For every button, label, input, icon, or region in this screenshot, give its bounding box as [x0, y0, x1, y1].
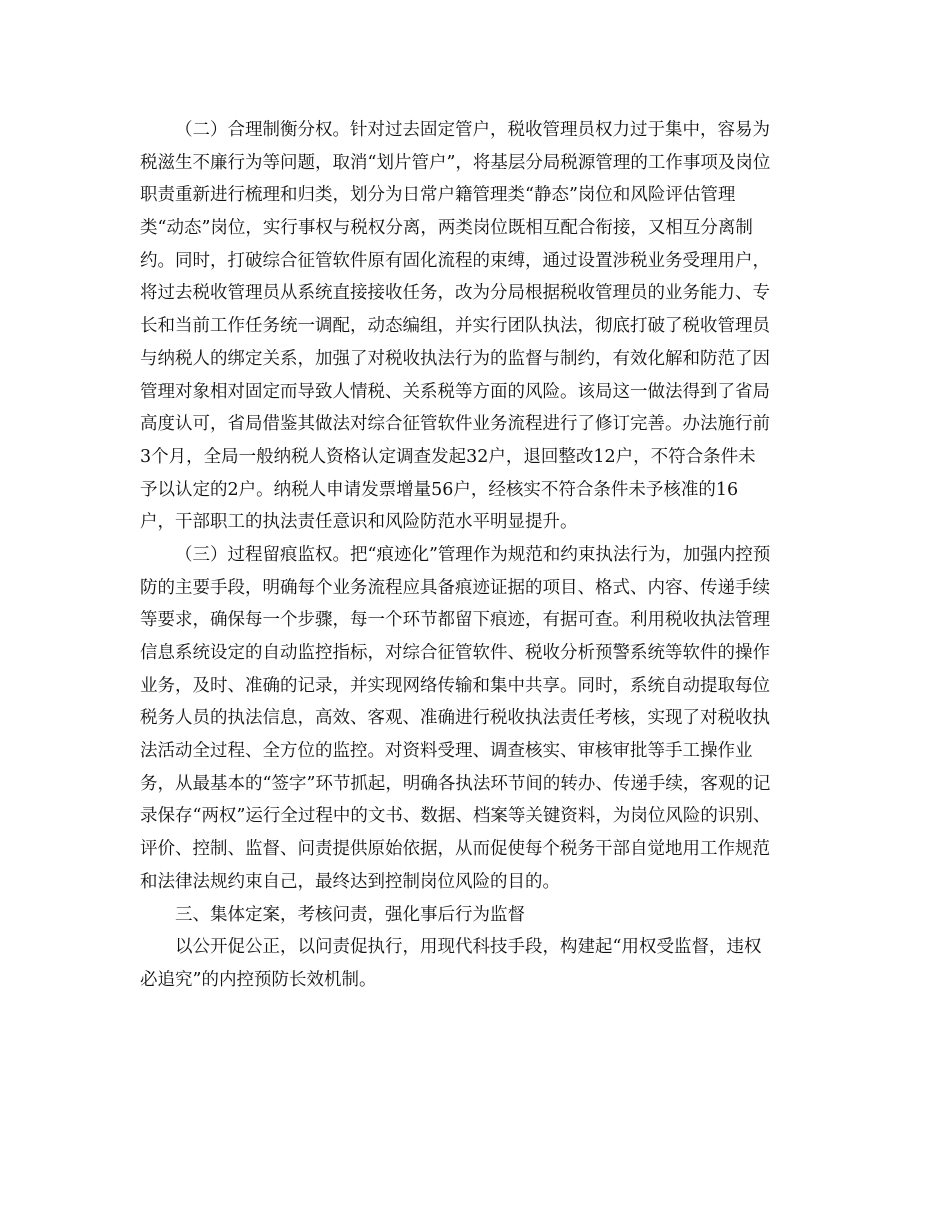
text-line: 予以认定的2户。纳税人申请发票增量56户，经核实不符合条件未予核准的16	[140, 479, 739, 500]
paragraph-reasonable-checks	[140, 114, 812, 539]
text-line: 录保存“两权”运行全过程中的文书、数据、档案等关键资料，为岗位风险的识别、	[140, 806, 771, 827]
text-line: 防的主要手段，明确每个业务流程应具备痕迹证据的项目、格式、内容、传递手续	[140, 577, 770, 598]
text-line: 和法律法规约束自己，最终达到控制岗位风险的目的。	[140, 871, 560, 892]
text-line: 类“动态”岗位，实行事权与税权分离，两类岗位既相互配合衔接，又相互分离制	[140, 218, 753, 239]
text-line: 约。同时，打破综合征管软件原有固化流程的束缚，通过设置涉税业务受理用户，	[140, 250, 770, 271]
text-line: 信息系统设定的自动监控指标，对综合征管软件、税收分析预警系统等软件的操作	[140, 643, 770, 663]
text-line: 评价、控制、监督、问责提供原始依据，从而促使每个税务干部自觉地用工作规范	[140, 839, 770, 860]
document-body	[140, 114, 812, 997]
text-line: 必追究”的内控预防长效机制。	[140, 969, 377, 990]
text-line: 业务，及时、准确的记录，并实现网络传输和集中共享。同时，系统自动提取每位	[140, 675, 770, 696]
text-line: （三）过程留痕监权。把“痕迹化”管理作为规范和约束执法行为，加强内控预	[175, 544, 771, 565]
text-line: 3个月，全局一般纳税人资格认定调查发起32户，退回整改12户，不符合条件未	[140, 446, 756, 467]
text-line: 长和当前工作任务统一调配，动态编组，并实行团队执法，彻底打破了税收管理员	[140, 316, 770, 337]
text-line: 法活动全过程、全方位的监控。对资料受理、调查核实、审核审批等手工操作业	[140, 741, 753, 762]
text-line: 高度认可，省局借鉴其做法对综合征管软件业务流程进行了修订完善。办法施行前	[140, 414, 770, 435]
text-line: 管理对象相对固定而导致人情税、关系税等方面的风险。该局这一做法得到了省局	[140, 381, 770, 402]
paragraph-process-traces	[140, 539, 812, 899]
section-heading	[140, 899, 812, 932]
text-line: 三、集体定案，考核问责，强化事后行为监督	[175, 904, 525, 925]
text-line: 与纳税人的绑定关系，加强了对税收执法行为的监督与制约，有效化解和防范了因	[140, 348, 770, 369]
text-line: 职责重新进行梳理和归类，划分为日常户籍管理类“静态”岗位和风险评估管理	[140, 185, 736, 206]
text-line: 务，从最基本的“签字”环节抓起，明确各执法环节间的转办、传递手续，客观的记	[140, 773, 771, 794]
text-line: 将过去税收管理员从系统直接接收任务，改为分局根据税收管理员的业务能力、专	[140, 283, 770, 304]
text-line: 税滋生不廉行为等问题，取消“划片管户”，将基层分局税源管理的工作事项及岗位	[140, 152, 771, 173]
paragraph-openness	[140, 931, 812, 996]
text-line: 以公开促公正，以问责促执行，用现代科技手段，构建起“用权受监督，违权	[175, 937, 762, 958]
text-line: 户，干部职工的执法责任意识和风险防范水平明显提升。	[140, 512, 578, 533]
text-line: 等要求，确保每一个步骤，每一个环节都留下痕迹，有据可查。利用税收执法管理	[140, 610, 770, 631]
text-line: 税务人员的执法信息，高效、客观、准确进行税收执法责任考核，实现了对税收执	[140, 708, 770, 729]
text-line: （二）合理制衡分权。针对过去固定管户，税收管理员权力过于集中，容易为	[175, 120, 770, 140]
